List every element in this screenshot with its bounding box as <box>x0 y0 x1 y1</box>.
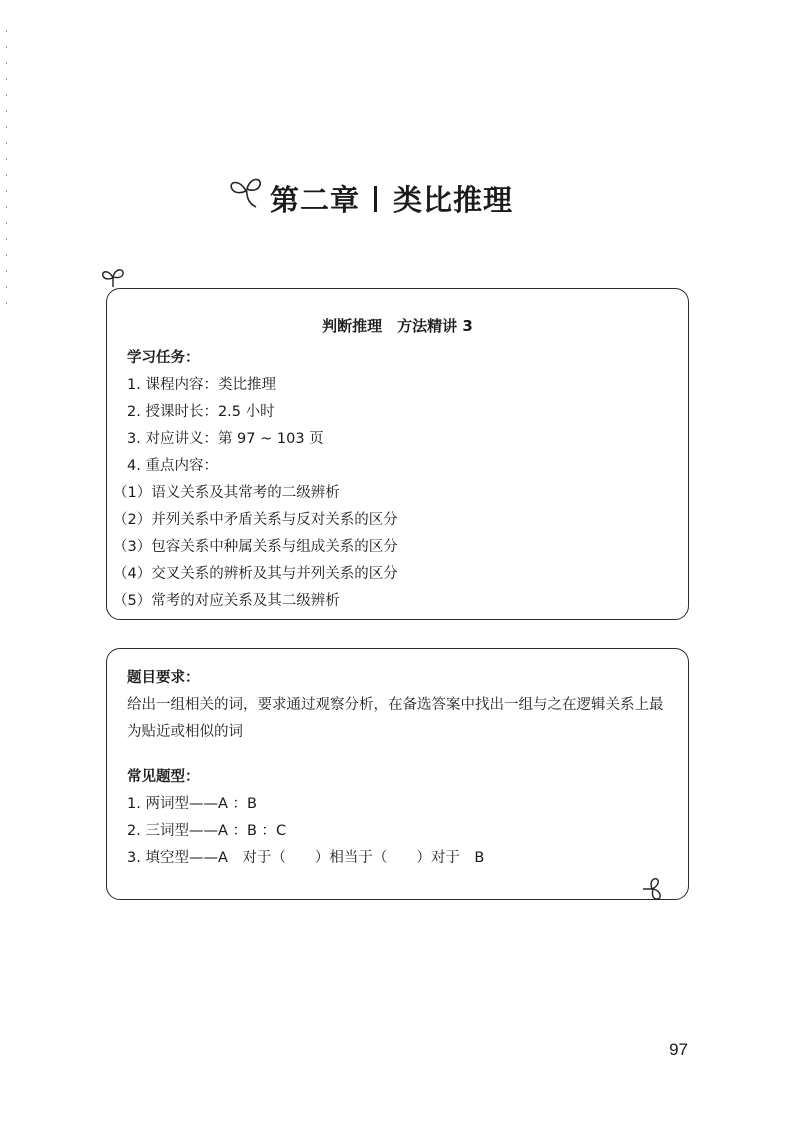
list-item: 3. 填空型——A 对于（ ）相当于（ ）对于 B <box>127 850 485 866</box>
list-item: （1）语义关系及其常考的二级辨析 <box>113 485 340 501</box>
list-item: 3. 对应讲义：第 97 ~ 103 页 <box>127 431 324 447</box>
requirements-heading: 题目要求： <box>127 670 200 686</box>
chapter-separator <box>374 186 377 212</box>
list-item: 学习任务： <box>127 350 200 366</box>
list-item: 4. 重点内容： <box>127 458 218 474</box>
list-item: 2. 授课时长：2.5 小时 <box>127 404 275 420</box>
sprout-icon <box>642 876 664 902</box>
list-item: （5）常考的对应关系及其二级辨析 <box>113 593 340 609</box>
requirements-text: 给出一组相关的词，要求通过观察分析，在备选答案中找出一组与之在逻辑关系上最为贴近或相似的词 <box>127 697 664 740</box>
sprout-icon <box>226 175 266 211</box>
study-task-box <box>106 288 689 620</box>
page-number: 97 <box>669 1040 688 1059</box>
list-item: （3）包容关系中种属关系与组成关系的区分 <box>113 539 398 555</box>
question-types-heading: 常见题型： <box>127 769 200 785</box>
scan-edge-marks <box>5 30 8 310</box>
question-requirements-box <box>106 648 689 900</box>
chapter-title: 第二章 <box>270 183 361 217</box>
list-item: （2）并列关系中矛盾关系与反对关系的区分 <box>113 512 398 528</box>
box-title: 判断推理 方法精讲 3 <box>322 317 473 335</box>
chapter-subtitle: 类比推理 <box>393 183 514 217</box>
list-item: 2. 三词型——A ：B ：C <box>127 823 287 839</box>
list-item: 1. 两词型——A ：B <box>127 796 257 812</box>
list-item: （4）交叉关系的辨析及其与并列关系的区分 <box>113 566 398 582</box>
study-task-list <box>113 345 678 615</box>
requirements-content <box>127 665 678 872</box>
chapter-heading <box>226 178 513 219</box>
sprout-icon <box>100 266 126 288</box>
list-item: 1. 课程内容：类比推理 <box>127 377 276 393</box>
